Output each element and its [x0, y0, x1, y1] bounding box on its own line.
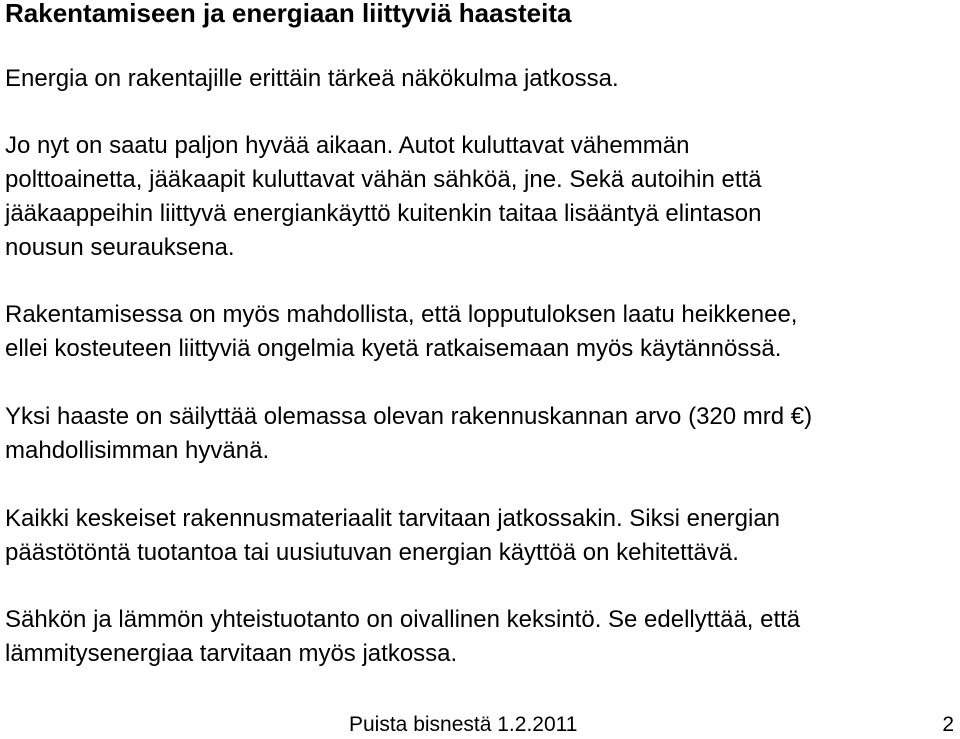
text-line: Rakentamisessa on myös mahdollista, että lopputuloksen laatu heikkenee, [5, 301, 798, 328]
paragraph-energy-perspective [5, 62, 955, 96]
text-line: lämmitysenergiaa tarvitaan myös jatkossa. [5, 640, 458, 667]
text-line: Sähkön ja lämmön yhteistuotanto on oivallinen keksintö. Se edellyttää, että [5, 606, 801, 633]
paragraph-quality-risk [5, 298, 955, 366]
text-line: mahdollisimman hyvänä. [5, 437, 270, 464]
paragraph-cogeneration [5, 603, 955, 671]
text-line: Energia on rakentajille erittäin tärkeä näkökulma jatkossa. [5, 65, 619, 92]
text-line: Yksi haaste on säilyttää olemassa olevan rakennuskannan arvo (320 mrd €) [5, 403, 813, 430]
paragraph-achievements [5, 129, 955, 265]
text-line: polttoainetta, jääkaapit kuluttavat vähän sähköä, jne. Sekä autoihin että [5, 166, 762, 193]
text-line: päästötöntä tuotantoa tai uusiutuvan energian käyttöä on kehitettävä. [5, 539, 739, 566]
text-line: jääkaappeihin liittyvä energiankäyttö kuitenkin taitaa lisääntyä elintason [5, 200, 762, 227]
page-number: 2 [942, 713, 954, 736]
paragraph-building-stock-value [5, 400, 955, 468]
text-line: Kaikki keskeiset rakennusmateriaalit tarvitaan jatkossakin. Siksi energian [5, 505, 781, 532]
text-line: Jo nyt on saatu paljon hyvää aikaan. Autot kuluttavat vähemmän [5, 132, 690, 159]
slide-title: Rakentamiseen ja energiaan liittyviä haasteita [5, 0, 572, 28]
paragraph-materials-energy [5, 502, 955, 570]
text-line: nousun seurauksena. [5, 234, 235, 261]
footer-text: Puista bisnestä 1.2.2011 [349, 713, 578, 736]
text-line: ellei kosteuteen liittyviä ongelmia kyetä ratkaisemaan myös käytännössä. [5, 335, 782, 362]
